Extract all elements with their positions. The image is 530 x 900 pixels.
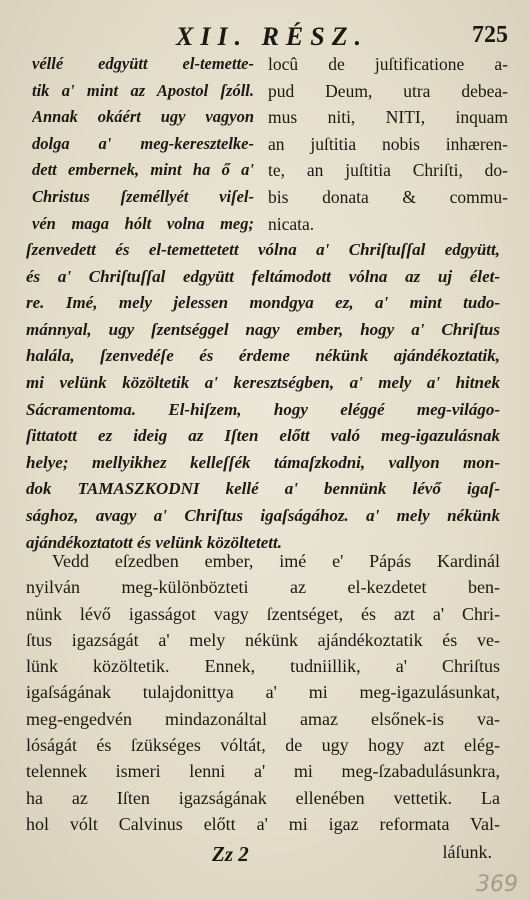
running-head: XII. RÉSZ. [176,22,369,51]
body-line: nyilván meg-különbözteti az el-kezdetet ben- [26,577,500,598]
quote-line: Sácramentoma. El-hiſzem, hogy eléggé meg-világo- [26,399,500,419]
left-column-line: dolga a' meg-keresztelke- [32,133,254,153]
pencil-annotation: 369 [476,872,518,897]
right-column [268,51,508,237]
body-line: hol vólt Calvinus előtt a' mi igaz reformata Val- [26,813,500,834]
body-line: lünk közöltetik. Ennek, tudniillik, a' Chriſtus [26,656,500,677]
page-number: 725 [472,22,508,48]
quote-line: halála, ſzenvedéſe és érdeme nékünk ajándékoztatik, [26,346,500,366]
body-line: Vedd eſzedben ember, imé e' Pápás Kardinál [52,551,500,571]
signature-mark: Zz 2 [212,842,249,866]
page-footer [0,842,530,872]
right-column-line: te, an juſtitia Chriſti, do- [268,160,508,181]
quote-line: mi velünk közöltetik a' keresztségben, a' mely a' hitnek [26,372,500,392]
quotation-block [26,237,500,556]
left-column-line: vén maga hólt volna meg; [32,213,254,233]
quote-line: ajándékoztatott és velünk közöltetett. [26,532,282,552]
left-column-line: Christus ſzeméllyét viſel- [32,186,254,206]
body-paragraph [26,548,500,837]
right-column-line: locû de juſtificatione a- [268,54,508,74]
left-column-line: véllé edgyütt el-temette- [32,54,254,73]
left-column-line: dett embernek, mint ha ő a' [32,160,254,180]
quote-line: ſittatott ez ideig az Iſten előtt való meg-igazulásnak [26,426,500,446]
right-column-line: an juſtitia nobis inhæren- [268,133,508,154]
right-column-line: bis donata & commu- [268,186,508,207]
body-line: igaſságának tulajdonittya a' mi meg-igazulásunkat, [26,682,500,703]
quote-line: dok TAMASZKODNI kellé a' bennünk lévő igaſ- [26,479,500,499]
body-line: telennek ismeri lenni a' mi meg-ſzabadulásunkra, [26,761,500,782]
quote-line: helye; mellyikhez kelleſſék támaſzkodni, vallyon mon- [26,452,500,472]
right-column-line: mus niti, NITI, inquam [268,107,508,128]
body-line: nünk lévő igasságot vagy ſzentséget, és azt a' Chri- [26,603,500,624]
catchword: láſunk. [442,842,492,862]
left-column-line: Annak okáért ugy vagyon [32,107,254,127]
quote-line: re. Imé, mely jelessen mondgya ez, a' mint tudo- [26,293,500,313]
left-column [32,51,254,237]
body-line: ha az Iſten igazságának ellenében vettetik. La [26,787,500,808]
quote-line: ſzenvedett és el-temettetett vólna a' Chriſtuſſal edgyütt, [26,240,500,259]
body-line: ſtus igazságát a' mely nékünk ajándékoztatik és ve- [26,629,500,650]
quote-line: mánnyal, ugy ſzentséggel nagy ember, hogy a' Chriſtus [26,319,500,339]
body-line: meg-engedvén mindazonáltal amaz elsőnek-is va- [26,708,500,729]
body-line: lóságát és ſzükséges vóltát, de ugy hogy azt elég- [26,735,500,756]
right-column-line: pud Deum, utra debea- [268,80,508,101]
quote-line: és a' Chriſtuſſal edgyütt feltámodott vólna az uj élet- [26,266,500,286]
left-column-line: tik a' mint az Apostol ſzóll. [32,80,254,100]
right-column-line: nicata. [268,213,315,234]
quote-line: sághoz, avagy a' Chriſtus igaſságához. a' mely nékünk [26,505,500,525]
